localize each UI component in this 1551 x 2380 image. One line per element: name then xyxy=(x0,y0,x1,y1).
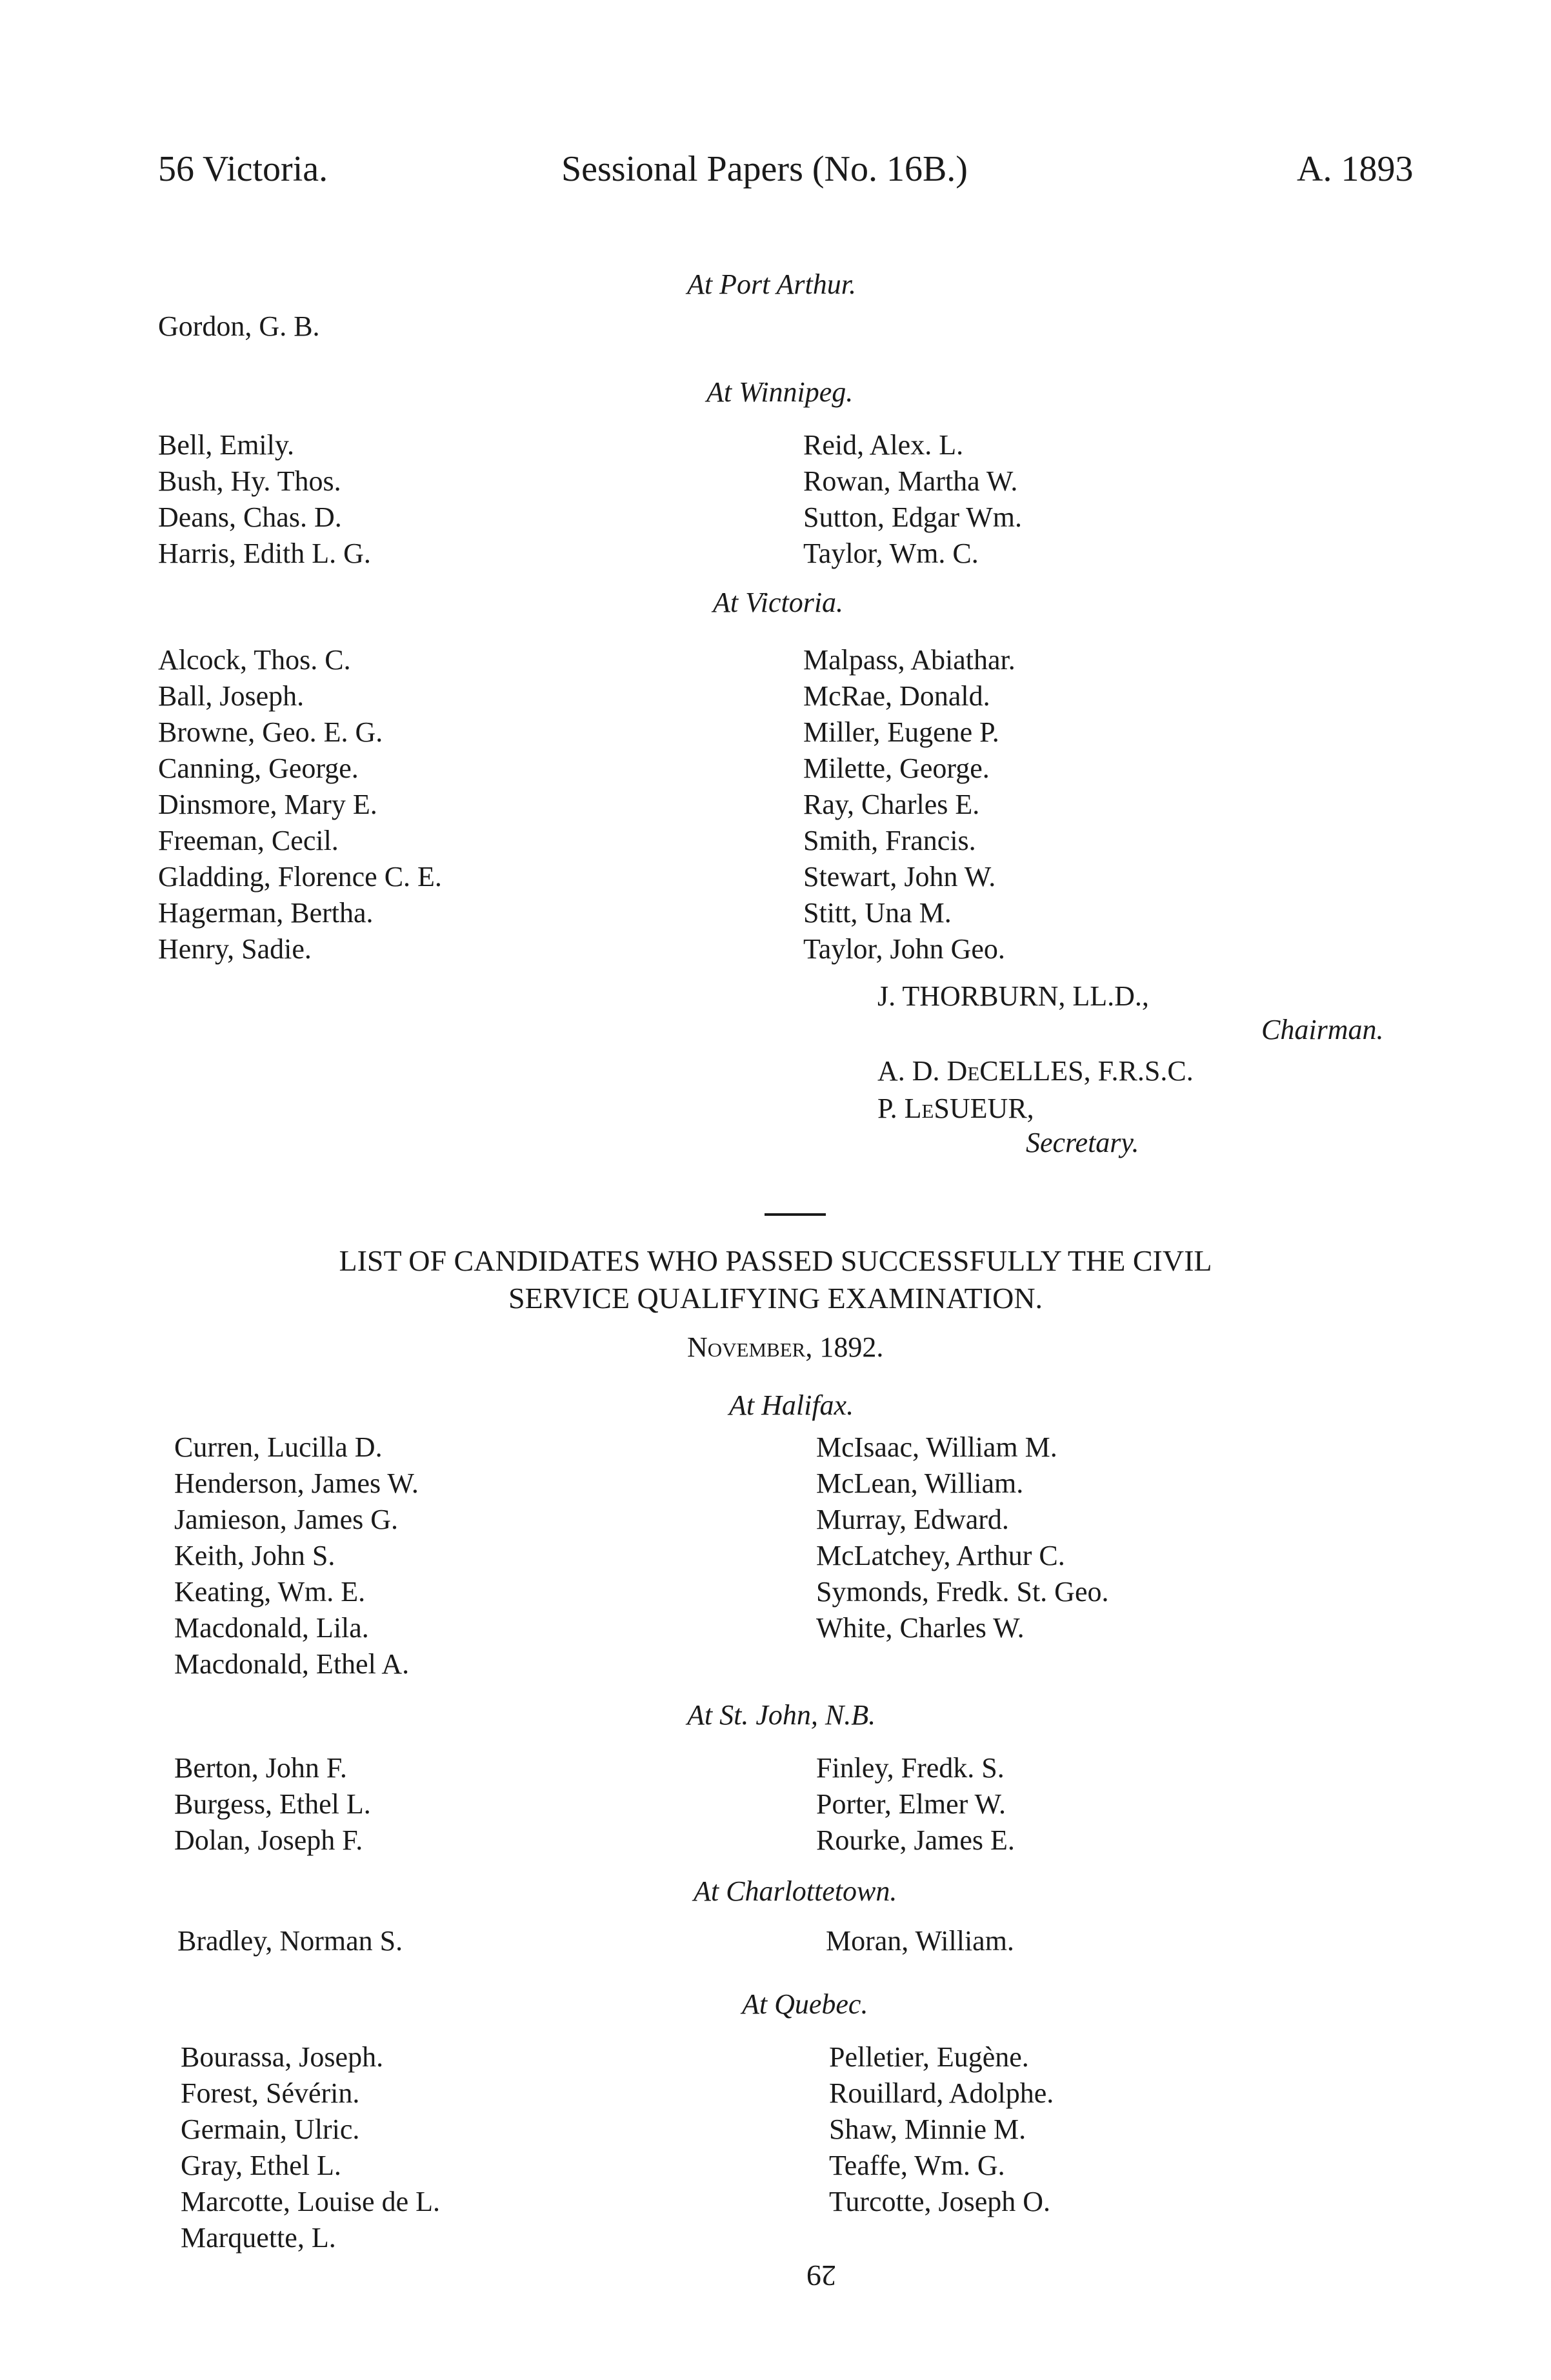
list-item: Gordon, G. B. xyxy=(158,310,320,342)
signature-secretary-rest: SUEUR, xyxy=(934,1093,1034,1124)
list-item: White, Charles W. xyxy=(816,1612,1025,1644)
list-item: Rouillard, Adolphe. xyxy=(829,2077,1054,2109)
list-item: Shaw, Minnie M. xyxy=(829,2113,1026,2145)
list-item: Henderson, James W. xyxy=(174,1467,419,1499)
list-item: Dolan, Joseph F. xyxy=(174,1824,363,1856)
list-item: Teaffe, Wm. G. xyxy=(829,2150,1005,2181)
location-charlottetown: At Charlottetown. xyxy=(694,1875,897,1907)
list-item: Porter, Elmer W. xyxy=(816,1788,1006,1820)
victoria-list-right xyxy=(803,642,1016,967)
list-item: Rourke, James E. xyxy=(816,1824,1015,1856)
location-quebec: At Quebec. xyxy=(742,1988,868,2020)
signature-secretary-small: e xyxy=(921,1093,934,1124)
signature-secretary xyxy=(877,1092,1034,1125)
list-item: Taylor, John Geo. xyxy=(803,933,1005,965)
list-item: Curren, Lucilla D. xyxy=(174,1431,383,1463)
location-halifax: At Halifax. xyxy=(729,1389,854,1421)
list-item: Ball, Joseph. xyxy=(158,680,305,712)
list-title-line-2: SERVICE QUALIFYING EXAMINATION. xyxy=(508,1282,1043,1315)
list-item: Burgess, Ethel L. xyxy=(174,1788,371,1820)
list-item: Jamieson, James G. xyxy=(174,1504,399,1535)
signature-secretary-prefix: P. L xyxy=(877,1093,922,1124)
list-item: Germain, Ulric. xyxy=(181,2113,360,2145)
list-item: Symonds, Fredk. St. Geo. xyxy=(816,1576,1109,1608)
list-item: Murray, Edward. xyxy=(816,1504,1009,1535)
list-item: Bradley, Norman S. xyxy=(177,1925,403,1957)
list-item: McRae, Donald. xyxy=(803,680,990,712)
st-john-list-left xyxy=(174,1750,371,1859)
signature-member-rest: CELLES, F.R.S.C. xyxy=(979,1055,1194,1087)
list-item: Rowan, Martha W. xyxy=(803,465,1018,497)
list-item: Gladding, Florence C. E. xyxy=(158,861,442,892)
list-item: Hagerman, Bertha. xyxy=(158,897,374,929)
charlottetown-list-right xyxy=(826,1923,1014,1959)
list-item: Harris, Edith L. G. xyxy=(158,538,371,569)
winnipeg-list-right xyxy=(803,427,1022,572)
quebec-list-right xyxy=(829,2039,1054,2220)
list-item: Finley, Fredk. S. xyxy=(816,1752,1005,1784)
section-divider xyxy=(765,1213,826,1216)
list-title-line-1: LIST OF CANDIDATES WHO PASSED SUCCESSFULLY THE CIVIL xyxy=(339,1244,1212,1277)
list-item: Marcotte, Louise de L. xyxy=(181,2186,440,2217)
exam-date-rest: , 1892. xyxy=(805,1331,884,1363)
header-sessional-papers: Sessional Papers (No. 16B.) xyxy=(561,149,968,189)
list-item: Marquette, L. xyxy=(181,2222,336,2254)
charlottetown-list-left xyxy=(177,1923,403,1959)
list-item: Henry, Sadie. xyxy=(158,933,312,965)
list-item: Stitt, Una M. xyxy=(803,897,952,929)
signature-chairman-title: Chairman. xyxy=(1261,1014,1384,1045)
list-item: Milette, George. xyxy=(803,752,990,784)
victoria-list-left xyxy=(158,642,442,967)
st-john-list-right xyxy=(816,1750,1015,1859)
halifax-list-left xyxy=(174,1429,419,1682)
exam-date-first: N xyxy=(687,1331,708,1363)
list-item: Reid, Alex. L. xyxy=(803,429,964,461)
port-arthur-list-left xyxy=(158,308,320,345)
winnipeg-list-left xyxy=(158,427,371,572)
location-st-john: At St. John, N.B. xyxy=(687,1699,876,1731)
list-item: Gray, Ethel L. xyxy=(181,2150,341,2181)
list-item: Canning, George. xyxy=(158,752,359,784)
list-item: Taylor, Wm. C. xyxy=(803,538,979,569)
signature-secretary-title: Secretary. xyxy=(1026,1127,1139,1158)
list-item: Pelletier, Eugène. xyxy=(829,2041,1029,2073)
list-item: Keith, John S. xyxy=(174,1540,335,1571)
list-item: Dinsmore, Mary E. xyxy=(158,789,377,820)
list-item: Deans, Chas. D. xyxy=(158,501,342,533)
list-item: Ray, Charles E. xyxy=(803,789,980,820)
list-item: McIsaac, William M. xyxy=(816,1431,1057,1463)
exam-date-small: ovember xyxy=(707,1331,806,1363)
location-victoria: At Victoria. xyxy=(713,587,844,618)
list-item: McLean, William. xyxy=(816,1467,1024,1499)
header-year: A. 1893 xyxy=(1297,149,1414,189)
list-item: Freeman, Cecil. xyxy=(158,825,339,856)
signature-member-small: e xyxy=(967,1055,980,1087)
list-item: Macdonald, Ethel A. xyxy=(174,1648,410,1680)
list-item: Moran, William. xyxy=(826,1925,1014,1957)
list-item: Smith, Francis. xyxy=(803,825,976,856)
list-item: Forest, Sévérin. xyxy=(181,2077,360,2109)
signature-member xyxy=(877,1054,1194,1087)
list-item: Turcotte, Joseph O. xyxy=(829,2186,1051,2217)
list-item: Bell, Emily. xyxy=(158,429,295,461)
page-number: 29 xyxy=(806,2259,836,2292)
signature-member-prefix: A. D. D xyxy=(877,1055,968,1087)
list-item: Berton, John F. xyxy=(174,1752,347,1784)
list-item: McLatchey, Arthur C. xyxy=(816,1540,1065,1571)
list-item: Stewart, John W. xyxy=(803,861,996,892)
location-winnipeg: At Winnipeg. xyxy=(706,376,854,408)
list-item: Browne, Geo. E. G. xyxy=(158,716,383,748)
halifax-list-right xyxy=(816,1429,1108,1646)
list-item: Alcock, Thos. C. xyxy=(158,644,351,676)
signature-chairman-name: J. THORBURN, LL.D., xyxy=(877,980,1149,1012)
list-item: Sutton, Edgar Wm. xyxy=(803,501,1022,533)
list-item: Macdonald, Lila. xyxy=(174,1612,369,1644)
header-volume: 56 Victoria. xyxy=(158,149,328,189)
list-item: Malpass, Abiathar. xyxy=(803,644,1016,676)
location-port-arthur: At Port Arthur. xyxy=(687,268,857,300)
list-item: Keating, Wm. E. xyxy=(174,1576,366,1608)
exam-date xyxy=(687,1331,883,1364)
list-item: Bourassa, Joseph. xyxy=(181,2041,384,2073)
list-item: Bush, Hy. Thos. xyxy=(158,465,341,497)
quebec-list-left xyxy=(181,2039,440,2256)
list-item: Miller, Eugene P. xyxy=(803,716,999,748)
